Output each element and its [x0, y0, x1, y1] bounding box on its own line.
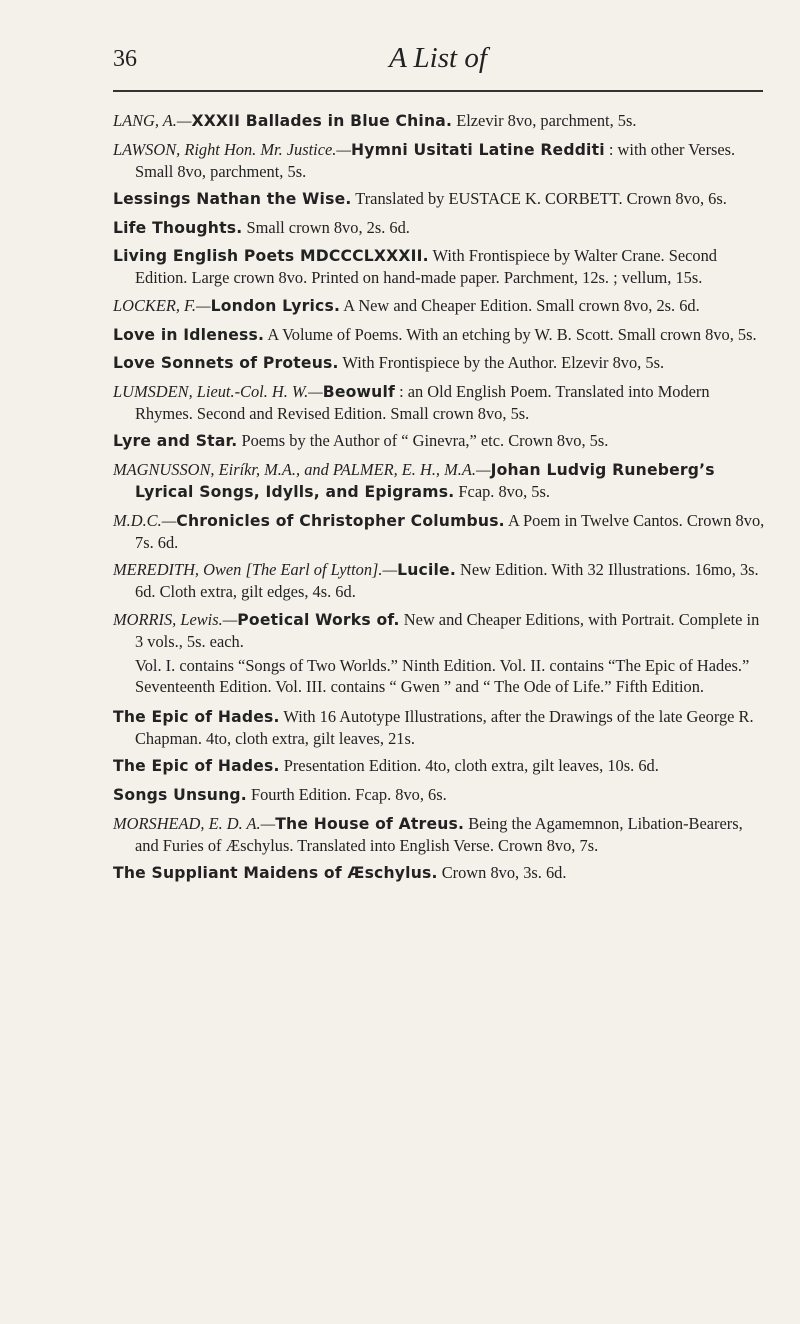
- entry-details: With Frontispiece by the Author. Elzevir 8vo, 5s.: [338, 353, 665, 373]
- catalogue-entry: [113, 139, 765, 182]
- page-header: [113, 42, 763, 94]
- entry-author: MAGNUSSON, Eiríkr, M.A., and PALMER, E. H., M.A.—: [113, 459, 491, 479]
- entry-details: Crown 8vo, 3s. 6d.: [437, 863, 567, 883]
- entry-details: Fourth Edition. Fcap. 8vo, 6s.: [246, 784, 447, 804]
- entry-author: MORSHEAD, E. D. A.—: [113, 813, 276, 833]
- catalogue-entry: [113, 862, 765, 884]
- catalogue-entry: [113, 188, 765, 210]
- entry-title: The Suppliant Maidens of Æschylus.: [113, 864, 438, 883]
- running-head: A List of: [389, 42, 487, 74]
- catalogue-entry: [113, 295, 765, 317]
- entry-title: Love in Idleness.: [113, 325, 265, 344]
- entry-title: Poetical Works of.: [237, 610, 400, 629]
- catalogue-entry: [113, 459, 765, 503]
- entry-title: The House of Atreus.: [275, 814, 465, 833]
- entry-details: Fcap. 8vo, 5s.: [454, 481, 550, 501]
- catalogue-entry: [113, 430, 765, 452]
- entry-author: MORRIS, Lewis.—: [113, 609, 238, 629]
- entry-details: Small crown 8vo, 2s. 6d.: [242, 217, 410, 237]
- entry-author: LAWSON, Right Hon. Mr. Justice.—: [113, 139, 351, 159]
- entry-details: Translated by EUSTACE K. CORBETT. Crown 8vo, 6s.: [351, 189, 727, 209]
- entry-details: Vol. I. contains “Songs of Two Worlds.” Ninth Edition. Vol. II. contains “The Epic of Hades.” Seventeenth Edition. Vol. III. contains “ Gwen ” and “ The Ode of Life.” Fifth Edition.: [135, 655, 750, 696]
- entry-title: XXXII Ballades in Blue China.: [191, 112, 453, 130]
- catalogue-entry: [113, 559, 765, 602]
- entry-details: With 16 Autotype Illustrations, after the Drawings of the late George R. Chapman. 4to, cloth extra, gilt leaves, 21s.: [135, 706, 754, 748]
- entry-author: LUMSDEN, Lieut.-Col. H. W.—: [113, 381, 323, 401]
- header-rule: [113, 90, 763, 92]
- entry-title: Beowulf: [322, 382, 395, 401]
- entry-author: M.D.C.—: [113, 510, 177, 530]
- entry-title: Hymni Usitati Latine Redditi: [350, 140, 605, 159]
- catalogue-entry: [113, 609, 765, 652]
- entry-details: A New and Cheaper Edition. Small crown 8vo, 2s. 6d.: [340, 295, 700, 315]
- catalogue-entry: [113, 217, 765, 239]
- entry-title: Life Thoughts.: [113, 218, 243, 237]
- entry-title: Lyre and Star.: [113, 432, 238, 451]
- entry-author: LOCKER, F.—: [113, 295, 211, 315]
- entry-details: Being the Agamemnon, Libation-Bearers, and Furies of Æschylus. Translated into English Verse. Crown 8vo, 7s.: [135, 813, 743, 855]
- catalogue-entry: [113, 381, 765, 424]
- entry-title: Songs Unsung.: [113, 785, 247, 804]
- entry-details: New and Cheaper Editions, with Portrait. Complete in 3 vols., 5s. each.: [135, 609, 760, 651]
- entry-details: A Poem in Twelve Cantos. Crown 8vo, 7s. 6d.: [135, 510, 765, 552]
- entry-title: The Epic of Hades.: [113, 757, 280, 776]
- catalogue-entry: [113, 755, 765, 777]
- entry-title: The Epic of Hades.: [113, 707, 280, 726]
- catalogue-entry: [113, 784, 765, 806]
- catalogue-entry: [113, 510, 765, 553]
- catalogue-entry: [113, 706, 765, 749]
- entry-title: London Lyrics.: [210, 296, 341, 315]
- entry-title: Living English Poets MDCCCLXXXII.: [113, 247, 429, 266]
- entry-details: : with other Verses. Small 8vo, parchment, 5s.: [135, 139, 736, 181]
- entry-author: MEREDITH, Owen [The Earl of Lytton].—: [113, 560, 398, 580]
- catalogue-entry: [113, 352, 765, 374]
- entry-title: Lessings Nathan the Wise.: [113, 190, 352, 209]
- entry-title: Johan Ludvig Runeberg’s Lyrical Songs, Idylls, and Epigrams.: [135, 460, 715, 501]
- entry-details: Poems by the Author of “ Ginevra,” etc. Crown 8vo, 5s.: [237, 431, 609, 451]
- entry-title: Love Sonnets of Proteus.: [113, 354, 339, 373]
- page-number: 36: [113, 46, 137, 72]
- entry-details: : an Old English Poem. Translated into Modern Rhymes. Second and Revised Edition. Small crown 8vo, 5s.: [135, 381, 710, 423]
- entry-author: LANG, A.—: [113, 111, 192, 130]
- entry-details: New Edition. With 32 Illustrations. 16mo, 3s. 6d. Cloth extra, gilt edges, 4s. 6d.: [135, 560, 759, 602]
- catalogue-entry: [113, 245, 765, 288]
- catalogue-entry: [113, 813, 765, 856]
- entry-details: Elzevir 8vo, parchment, 5s.: [452, 111, 637, 130]
- volume-contents-note: [113, 655, 765, 697]
- entry-title: Lucile.: [397, 561, 456, 580]
- entry-details: A Volume of Poems. With an etching by W. B. Scott. Small crown 8vo, 5s.: [264, 324, 757, 344]
- entry-details: Presentation Edition. 4to, cloth extra, gilt leaves, 10s. 6d.: [279, 756, 659, 776]
- catalogue-entry: [113, 110, 765, 132]
- entry-details: With Frontispiece by Walter Crane. Second Edition. Large crown 8vo. Printed on hand-made paper. Parchment, 12s. ; vellum, 15s.: [135, 246, 718, 288]
- catalogue-entry: [113, 324, 765, 346]
- entry-title: Chronicles of Christopher Columbus.: [176, 511, 505, 530]
- catalogue-entries: [113, 110, 765, 891]
